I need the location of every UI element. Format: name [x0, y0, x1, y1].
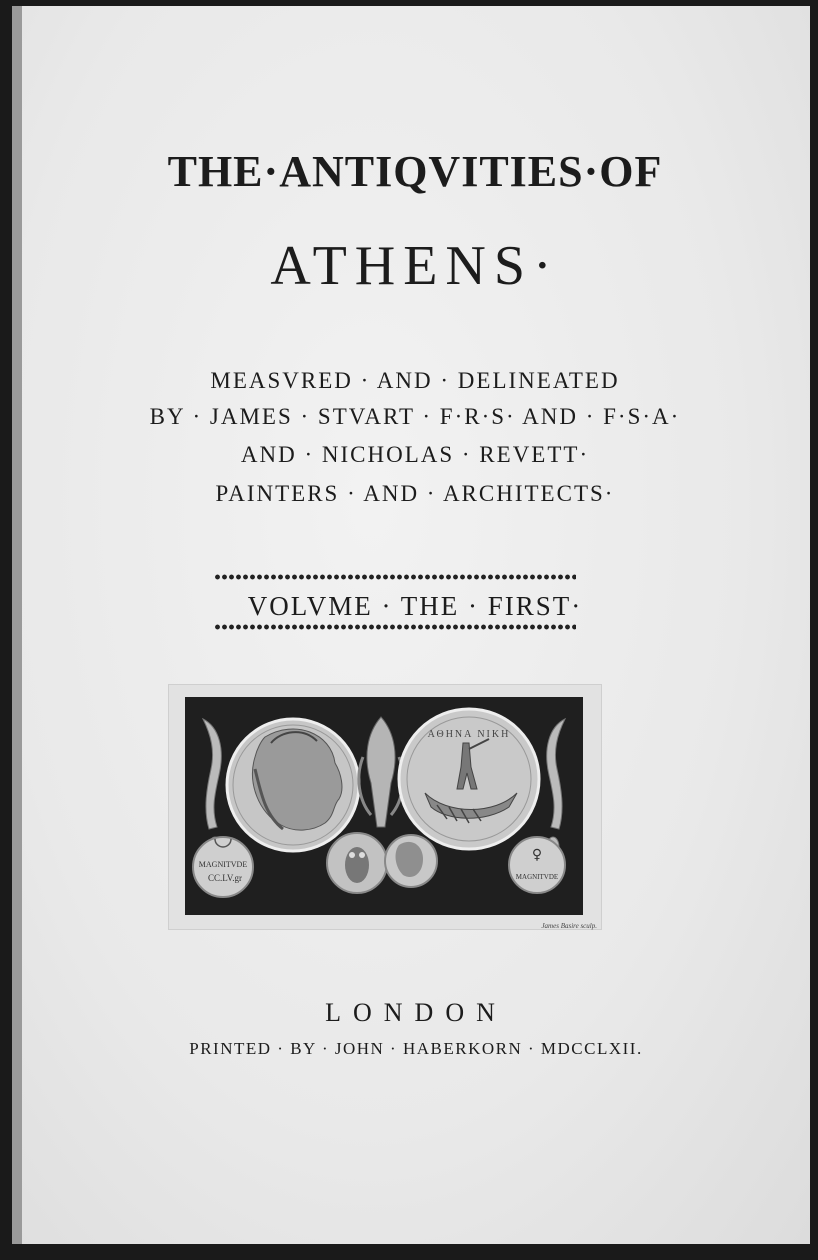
venus-symbol-icon: ♀	[531, 847, 543, 863]
title-page	[12, 6, 810, 1244]
athena-head-coin	[227, 719, 359, 851]
volume-label: VOLVME · THE · FIRST·	[247, 591, 583, 621]
coin-left-inscription: MAGNITVDE	[198, 860, 248, 869]
engraving-plate	[168, 684, 602, 930]
ornament-rule-top	[214, 573, 576, 581]
imprint-city: LONDON	[325, 998, 507, 1027]
ship-figure-coin	[399, 709, 539, 849]
coin-right-small-inscription: MAGNITVDE	[515, 873, 559, 881]
coin-engraving	[185, 697, 583, 915]
owl-coin	[327, 833, 387, 893]
small-coin-left	[193, 837, 253, 897]
subtitle-line-3: AND · NICHOLAS · REVETT·	[240, 442, 590, 467]
coin-engraving-art	[185, 697, 583, 915]
imprint-printer: PRINTED · BY · JOHN · HABERKORN · MDCCLXII.	[189, 1039, 643, 1058]
palmette-ornament-right	[547, 719, 565, 857]
title-line-1: THE·ANTIQVITIES·OF	[167, 147, 663, 196]
engraver-signature: James Basire sculp.	[541, 922, 597, 930]
title-line-2: ATHENS·	[270, 235, 560, 297]
subtitle-line-4: PAINTERS · AND · ARCHITECTS·	[215, 481, 615, 506]
coin-left-value: CC.LV.gr	[207, 873, 243, 883]
palmette-ornament-center	[359, 717, 403, 827]
subtitle-line-1: MEASVRED · AND · DELINEATED	[210, 368, 620, 393]
palmette-ornament-left	[203, 719, 221, 857]
coin-right-legend: ΑΘΗΝΑ ΝΙΚΗ	[427, 729, 511, 740]
small-coin-right	[509, 837, 565, 893]
small-head-coin	[385, 835, 437, 887]
ornament-rule-bottom	[214, 623, 576, 631]
subtitle-line-2: BY · JAMES · STVART · F·R·S· AND · F·S·A·	[149, 404, 681, 429]
